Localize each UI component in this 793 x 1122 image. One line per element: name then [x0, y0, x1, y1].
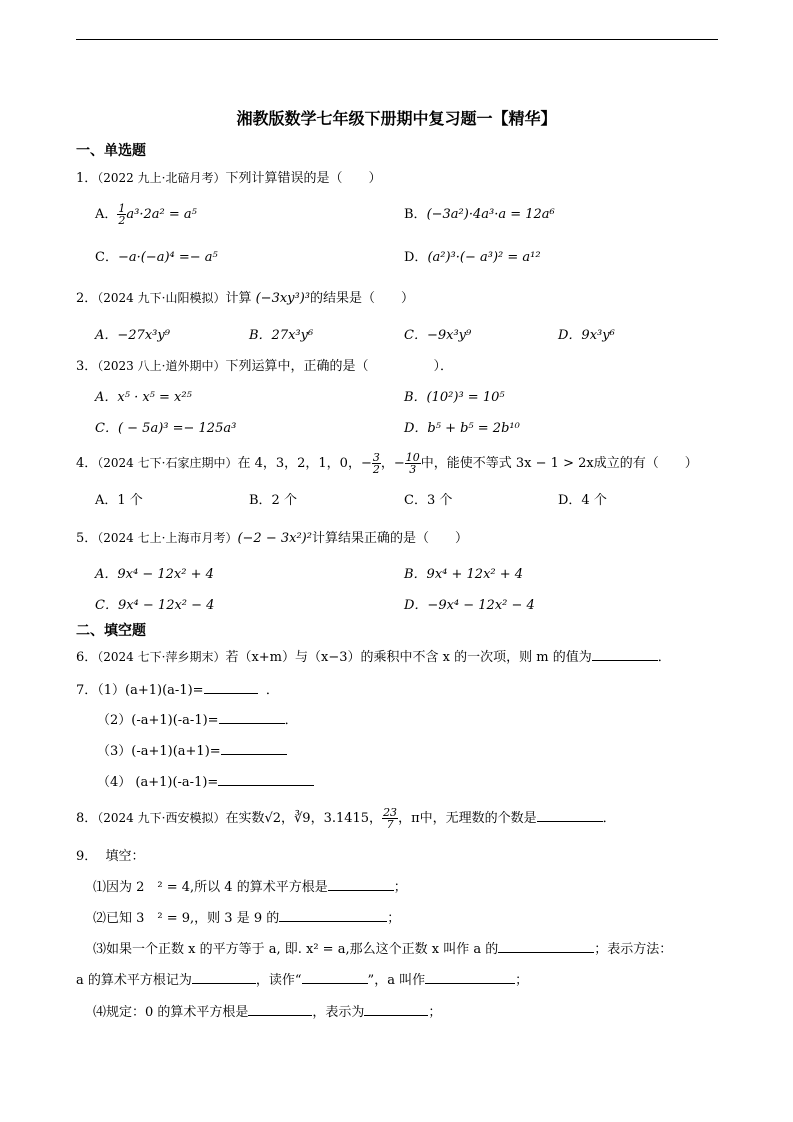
answer-blank[interactable]: [425, 971, 515, 984]
option-c: C．9x⁴ − 12x² − 4: [95, 598, 215, 613]
answer-blank[interactable]: [364, 1003, 428, 1016]
option-b: B．9x⁴ + 12x² + 4: [404, 567, 524, 582]
option-d: D．(a²)³·(− a³)² = a¹²: [404, 250, 541, 265]
page-title: 湘教版数学七年级下册期中复习题一【精华】: [236, 109, 557, 128]
option-c: C．( − 5a)³ =− 125a³: [95, 421, 237, 436]
answer-blank[interactable]: [204, 681, 258, 694]
q9-line-4: a 的算术平方根记为 ，读作“ ”，a 叫作 ；: [76, 973, 529, 988]
question-6: 6．（2024 七下·萍乡期末）若（x+m）与（x−3）的乘积中不含 x 的一次项，则 m 的值为 ．: [76, 650, 671, 665]
question-9: 9． 填空：: [76, 849, 145, 864]
option-a: A．x⁵ · x⁵ = x²⁵: [95, 390, 192, 405]
option-c: C．−a·(−a)⁴ =− a⁵: [95, 250, 218, 265]
option-d: D．b⁵ + b⁵ = 2b¹⁰: [404, 421, 520, 436]
q9-line-5: ⑷规定：0 的算术平方根是 ，表示为 ；: [93, 1005, 442, 1020]
answer-blank[interactable]: [279, 909, 387, 922]
question-7-part-2: （2）(-a+1)(-a-1)= ．: [97, 713, 298, 728]
answer-blank[interactable]: [218, 773, 314, 786]
question-4: 4．（2024 七下·石家庄期中）在 4，3，2，1，0，− $\frac{3}{2}$ ，− $\frac{10}{3}$ 中，能使不等式 3x − 1 > 2x成立的有（ ）: [76, 451, 698, 476]
question-7: 7．（1）(a+1)(a-1)= ．: [76, 683, 279, 698]
question-number: 1．: [76, 171, 98, 186]
section-heading-single-choice: 一、单选题: [76, 143, 146, 159]
option-b: B．(10²)³ = 10⁵: [404, 390, 505, 405]
answer-blank[interactable]: [221, 742, 287, 755]
answer-blank[interactable]: [302, 971, 368, 984]
option-c: C．−9x³y⁹: [404, 328, 472, 343]
answer-blank[interactable]: [498, 940, 594, 953]
section-heading-fill-blank: 二、填空题: [76, 623, 146, 639]
question-7-part-3: （3）(-a+1)(a+1)=: [97, 740, 287, 759]
question-5: 5．（2024 七上·上海市月考）(−2 − 3x²)²计算结果正确的是（ ）: [76, 531, 468, 546]
question-7-part-4: （4） (a+1)(-a-1)=: [97, 771, 314, 790]
option-a: A．9x⁴ − 12x² + 4: [95, 567, 214, 582]
header-rule: [76, 39, 718, 40]
question-8: 8．（2024 九下·西安模拟）在实数√2，∛9，3.1415， $\frac{23}{7}$ ，π中，无理数的个数是 ．: [76, 806, 616, 831]
option-d: D．4 个: [558, 493, 607, 508]
answer-blank[interactable]: [248, 1003, 312, 1016]
answer-blank[interactable]: [592, 648, 658, 661]
answer-blank[interactable]: [192, 971, 256, 984]
question-source: （2022 九上·北碚月考）: [97, 171, 226, 185]
answer-blank[interactable]: [328, 878, 394, 891]
q9-line-2: ⑵已知 3 ² = 9,，则 3 是 9 的 ；: [93, 911, 401, 926]
option-d: D．9x³y⁶: [558, 328, 615, 343]
option-a: A．1 个: [95, 493, 143, 508]
option-b: B．(−3a²)·4a³·a = 12a⁶: [404, 207, 555, 222]
option-c: C．3 个: [404, 493, 453, 508]
fraction: $\frac{23}{7}$: [383, 806, 398, 831]
answer-blank[interactable]: [219, 711, 285, 724]
fraction: $\frac{3}{2}$: [372, 451, 380, 476]
q9-line-1: ⑴因为 2 ² = 4,所以 4 的算术平方根是 ；: [93, 880, 407, 895]
question-2: 2．（2024 九下·山阳模拟）计算 (−3xy³)³的结果是（ ）: [76, 291, 415, 306]
fraction: $\frac{10}{3}$: [405, 451, 420, 476]
fraction-one-half: $\frac{1}{2}$: [118, 202, 126, 227]
answer-blank[interactable]: [537, 809, 603, 822]
option-d: D．−9x⁴ − 12x² − 4: [404, 598, 535, 613]
option-a: A． $\frac{1}{2}$ a³·2a² = a⁵: [95, 202, 197, 227]
q9-line-3: ⑶如果一个正数 x 的平方等于 a, 即. x² = a,那么这个正数 x 叫作 a 的 ；表示方法：: [93, 942, 673, 957]
option-b: B．27x³y⁶: [249, 328, 314, 343]
question-stem: 下列计算错误的是（ ）: [225, 171, 382, 186]
question-3: 3．（2023 八上·道外期中）下列运算中，正确的是（ ）．: [76, 359, 453, 374]
option-a: A．−27x³y⁹: [95, 328, 170, 343]
question-1: [76, 167, 381, 186]
option-b: B．2 个: [249, 493, 297, 508]
